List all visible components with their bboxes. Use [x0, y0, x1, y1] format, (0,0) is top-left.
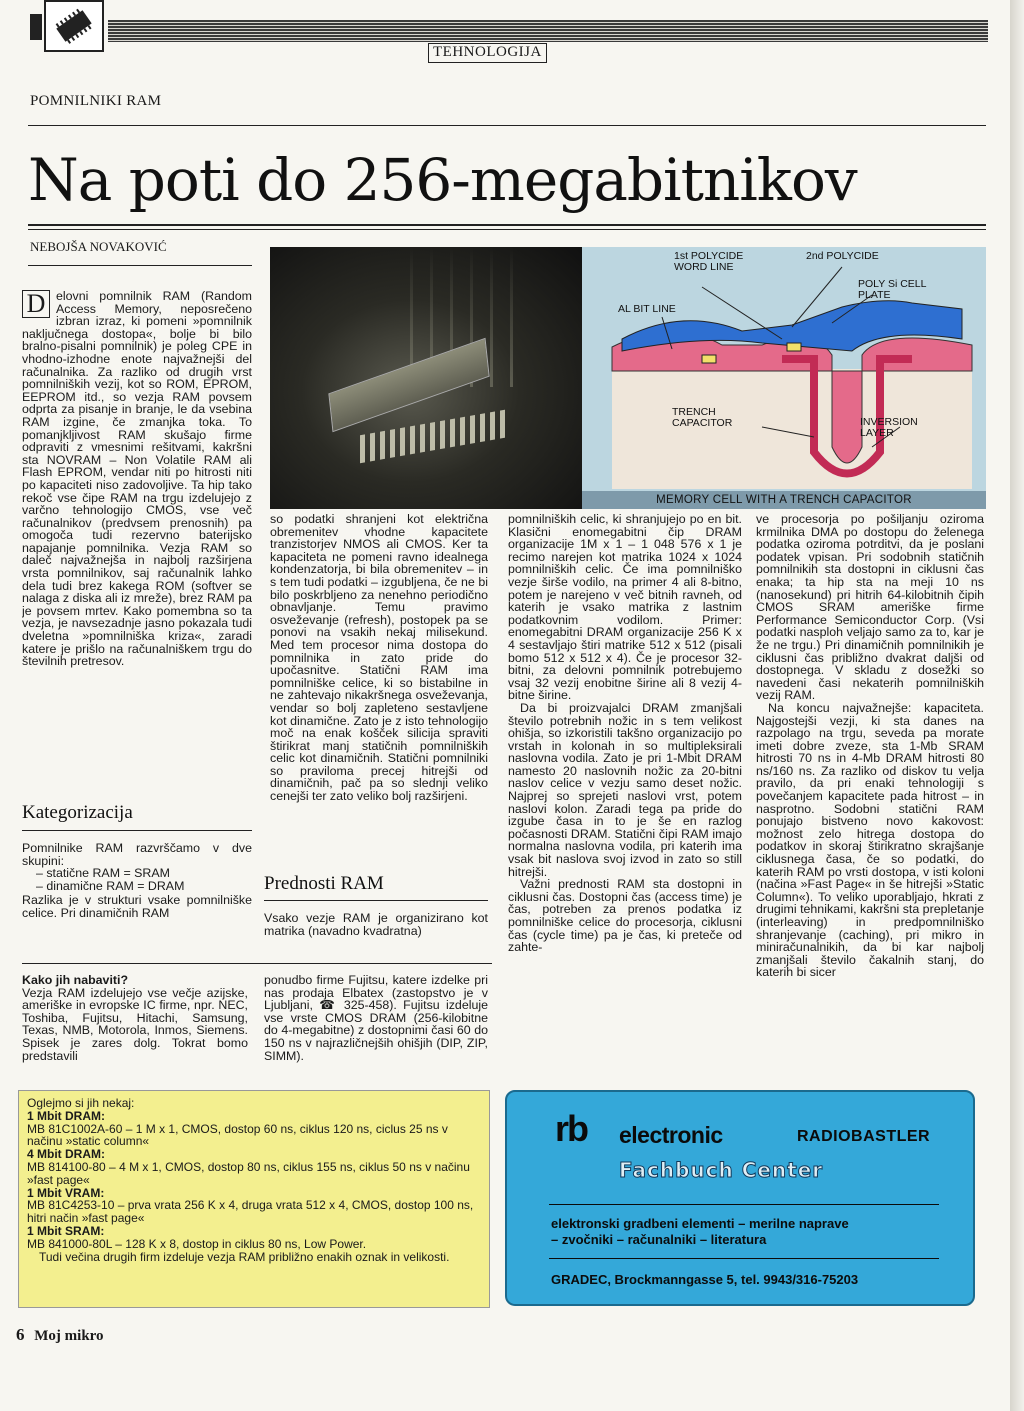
ad-line: elektronski gradbeni elementi – merilne naprave [551, 1216, 849, 1231]
diagram-label: 2nd POLYCIDE [806, 250, 879, 262]
kako-column-1 [22, 974, 248, 1074]
kako-heading: Kako jih nabaviti? [22, 974, 129, 987]
diagram-label: INVERSION LAYER [860, 416, 918, 439]
kicker: POMNILNIKI RAM [30, 93, 162, 109]
kat-intro: Pomnilnike RAM razvrščamo v dve skupini: [22, 841, 252, 868]
page-number: 6 [16, 1325, 25, 1344]
paragraph: pomnilniških celic, ki shranjujejo po en bit. Klasični enomegabitni čip DRAM organizacije 1M x 1 – 1 048 576 x 1 je recimo narejen kot matrika 1024 x 1024 pomnilniških celic. Če ima pomnilniško vezje širše vodilo, na primer 4 ali 8-bitno, potem je narejeno v več bitnih ravneh, od katerih je vsako matrika z lastnim podatkovnim vodilom. Primer: enomegabitni DRAM organizacije 256 K x 4 sestavljajo štiri matrike 512 x 512 (pisali bomo 512 x 512 x 4). Če je procesor 32-bitni, za delovni pomnilnik potrebujemo vsaj 32 vezij enobitne širine ali 8 vezij 4-bitne širine. [508, 513, 742, 703]
sidebar-item: MB 81C4253-10 – prva vrata 256 K x 4, druga vrata 512 x 4, CMOS, dostop 100 ns, hitri način »fast page« [27, 1198, 474, 1226]
kat-rest: Razlika je v strukturi vsake pomnilniške celice. Pri dinamičnih RAM [22, 893, 252, 920]
paragraph: Da bi proizvajalci DRAM zmanjšali število potrebnih nožic in s tem velikost ohišja, so izkoristili takšno organizacijo po vrstah in kolonah in so multipleksirali naslovna vodila. Zato je pri 1-Mbit DRAM namesto 20 naslovnih nožic za 20-bitni naslov celice v vezju samo deset nožic. Najprej so sprejeti naslovi vrst, potem naslovi kolon. Zaradi tega pa pride do izgube časa in to je še en razlog počasnosti DRAM. Statični čipi RAM imajo normalna naslovna vodila, pri katerih ima vsak bit naslova svoj izvod in zato so still hitrejši. [508, 700, 742, 879]
trench-capacitor-diagram [582, 247, 986, 509]
sidebar-heading: 4 Mbit DRAM: [27, 1147, 105, 1162]
ram-chip-photo [270, 247, 582, 509]
ad-fachbuch-center: Fachbuch Center [619, 1158, 824, 1182]
kako-column-2: ponudbo firme Fujitsu, katere izdelke pri nas prodaja Elbatex (zastopstvo je v Ljubljani, ☎ 325-458). Fujitsu izdeluje vse vrste CMOS DRAM (256-kilobitne do 4-megabitne) z dostopnimi časi 60 do 150 ns v najrazličnejših ohišjih (DIP, ZIP, SIMM). [264, 974, 488, 1063]
diagram-label: TRENCH CAPACITOR [672, 406, 733, 429]
divider [549, 1204, 939, 1205]
sidebar-heading: 1 Mbit VRAM: [27, 1185, 105, 1200]
article-column-2: so podatki shranjeni kot električna obremenitev vhodne kapacitete tranzistorjev NMOS ali CMOS. Ker ta kapaciteta ne pomeni ravno idealnega kondenzatorja, bi bila obremenitev – in s tem tudi podatki – izgubljena, če ne bi bilo poskrbljeno za nenehno periodično obnavljanje. Temu pravimo osveževanje (refresh), postopek pa se ponovi na vsakih nekaj milisekund. Med tem procesor nima dostopa do pomnilnika in zato pride do upočasnitve. Statični RAM ima pomnilniške celice, ki so bistabilne in ne zahtevajo nikakršnega osveževanja, vendar so bolj zapleteno sestavljene kot dinamične. Zato je z isto tehnologijo moč na enak košček silicija spraviti štirikrat manj statičnih pomnilniških celic kot dinamičnih. Statični pomnilniki so praviloma precej hitrejši od dinamičnih, pač pa so slednji veliko cenejši ter zato veliko bolj razširjeni. [270, 513, 488, 804]
rb-logo: rb [555, 1108, 587, 1149]
page-edge [1010, 0, 1024, 1411]
diagram-label: POLY Si CELL PLATE [858, 278, 927, 301]
article-column-1 [22, 290, 252, 780]
article-column-4 [756, 513, 984, 1069]
kako-text: Vezja RAM izdelujejo vse večje azijske, ameriške in evropske IC firme, npr. NEC, Toshiba, Fujitsu, Hitachi, Samsung, Texas, NMB, Motorola, Inmos, Siemens. Spisek je zares dolg. Tokrat bomo predstavili [22, 985, 248, 1063]
sidebar-heading: 1 Mbit DRAM: [27, 1108, 105, 1123]
paragraph: ve procesorja po pošiljanju oziroma krmilnika DMA po dostopu do želenega podatka oziroma potrditvi, da je poslani podatek vpisan. Pri sodobnih statičnih pomnilnikih sta dostopni in ciklusni čas enaka; ta hip sta na meji 10 ns (nanosekund) pri hitrih 64-kilobitnih čipih CMOS SRAM ameriške firme Performance Semiconductor Corp. (Vsi podatki nasploh veljajo samo za to, kar je že ne trgu.) Pri dinamičnih pomnilnikih je ciklusni čas približno dvakrat daljši od dostopnega. V skladu z dosežki so navedeni časi nekaterih pomnilniških vezij RAM. [756, 513, 984, 703]
intro-text: elovni pomnilnik RAM (Random Access Memory, neposrečeno izbran izraz, ki pomeni »pomnilnik naključnega dostopa«, bolje bi bilo bralno-pisalni pomnilnik) je poleg CPE in vhodno-izhodne enote najvažnejši del računalnika. Za razliko od drugih vrst pomnilniških vezij, kot so ROM, EPROM, EEPROM itd., so vezja RAM povsem odprta za pisanje in branje, le da vsebina RAM izgine, če zmanjka toka. To pomanjkljivost RAM skušajo firme odpraviti z vmesnimi rešitvami, kakršni sta NOVRAM – Non Volatile RAM ali Flash EPROM, vendar niti po hitrosti niti po kapaciteti niso zadovoljive. Ta hip tako rekoč vse čipe RAM na trgu izdelujejo z varčno tehnologijo CMOS, vse več računalnikov (predvsem prenosnih) pa omogoča tudi rezervno baterijsko napajanje pomnilnika. Vezja RAM so daleč najvažnejša in najbolj razširjena vrsta pomnilnikov, saj računalnik lahko dela tudi brez kakega ROM (softver se nalaga z diska ali iz mreže), brez RAM pa je povsem mrtev. Kako pomembna so ta vezja, je navsezadnje jasno pokazala tudi dveletna »pomnilniška kriza«, zaradi katere je prišlo na računalniškem trgu do številnih pretresov. [22, 290, 252, 669]
divider [264, 900, 488, 901]
sidebar-item: MB 841000-80L – 128 K x 8, dostop in ciklus 80 ns, Low Power. [27, 1236, 367, 1251]
ad-line: – zvočniki – računalniki – literatura [551, 1232, 767, 1247]
radiobastler-ad [505, 1090, 975, 1306]
divider [22, 963, 492, 964]
page-title: Na poti do 256-megabitnikov [28, 146, 857, 214]
header-block [30, 14, 42, 40]
diagram-label: AL BIT LINE [618, 303, 676, 315]
sidebar-heading: 1 Mbit SRAM: [27, 1223, 105, 1238]
prednosti-text: Vsako vezje RAM je organizirano kot matrika (navadno kvadratna) [264, 911, 488, 938]
divider [28, 125, 986, 126]
chip-icon [44, 0, 104, 52]
section-label: TEHNOLOGIJA [428, 43, 547, 63]
sidebar-item: MB 81C1002A-60 – 1 M x 1, CMOS, dostop 60 ns, ciklus 120 ns, ciclus 25 ns v načinu »static column« [27, 1121, 448, 1149]
dropcap: D [22, 290, 50, 318]
diagram-caption: MEMORY CELL WITH A TRENCH CAPACITOR [582, 491, 986, 509]
author: NEBOJŠA NOVAKOVIĆ [30, 239, 167, 254]
sidebar-outro: Tudi večina drugih firm izdeluje vezja RAM približno enakih oznak in velikosti. [39, 1249, 450, 1264]
divider [28, 265, 252, 266]
ad-company-name: RADIOBASTLER [797, 1128, 931, 1145]
ad-address: GRADEC, Brockmanngasse 5, tel. 9943/316-75203 [551, 1272, 859, 1287]
kategorizacija-text [22, 842, 252, 920]
article-column-3 [508, 513, 742, 968]
header-bar [108, 20, 988, 42]
magazine-name: Moj mikro [34, 1328, 104, 1344]
paragraph: Na koncu najvažnejše: kapaciteta. Najgostejši vezji, ki sta danes na razpolago na trgu, seveda pa morate imeti dobre zveze, sta 1-Mb SRAM hitrosti 70 ns in 4-Mb DRAM hitrosti 80 ns/160 ns. Za razliko od diskov tu velja pravilo, da pri enaki tehnologiji s povečanjem kapacitete pada hitrost – in nasprotno. Sodobni statični RAM ponujajo bistveno novo kakovost: možnost zelo hitrega dostopa do podatkov in skoraj štirikratno skrajšanje ciklusnega časa, če so podatki, do katerih RAM po vrsti dostopa, v isti koloni (načina »Fast Page« in še hitrejši »Static Column«). To veliko uporabljajo, hkrati z drugimi tehnikami, kakršni sta prepletanje (interleaving) in predpomnilniško shranjevanje (caching), pri mikro in miniračunalnikih, da bi kar najbolj zmanjšali število čakalnih stanj, do katerih bi sicer [756, 700, 984, 980]
sidebar-item: MB 814100-80 – 4 M x 1, CMOS, dostop 80 ns, ciklus 155 ns, ciklus 50 ns v načinu »fast page« [27, 1159, 470, 1187]
paragraph: Važni prednosti RAM sta dostopni in ciklusni čas. Dostopni čas (access time) je čas, potreben za prenos podatka iz pomnilniške celice do procesorja, ciklusni čas (cycle time) pa je čas, ki preteče od zahte- [508, 877, 742, 955]
ad-brand: electronic [619, 1122, 723, 1148]
divider [549, 1258, 939, 1259]
kat-item: – statične RAM = SRAM [36, 866, 170, 881]
divider [28, 229, 986, 230]
page-footer [16, 1325, 104, 1345]
ram-list-box [18, 1090, 490, 1308]
sidebar-intro: Oglejmo si jih nekaj: [27, 1096, 135, 1110]
diagram-label: 1st POLYCIDE WORD LINE [674, 250, 744, 273]
subhead-kategorizacija: Kategorizacija [22, 802, 133, 823]
divider [22, 830, 252, 831]
subhead-prednosti: Prednosti RAM [264, 873, 384, 894]
divider [28, 224, 986, 226]
kat-item: – dinamične RAM = DRAM [36, 878, 185, 893]
